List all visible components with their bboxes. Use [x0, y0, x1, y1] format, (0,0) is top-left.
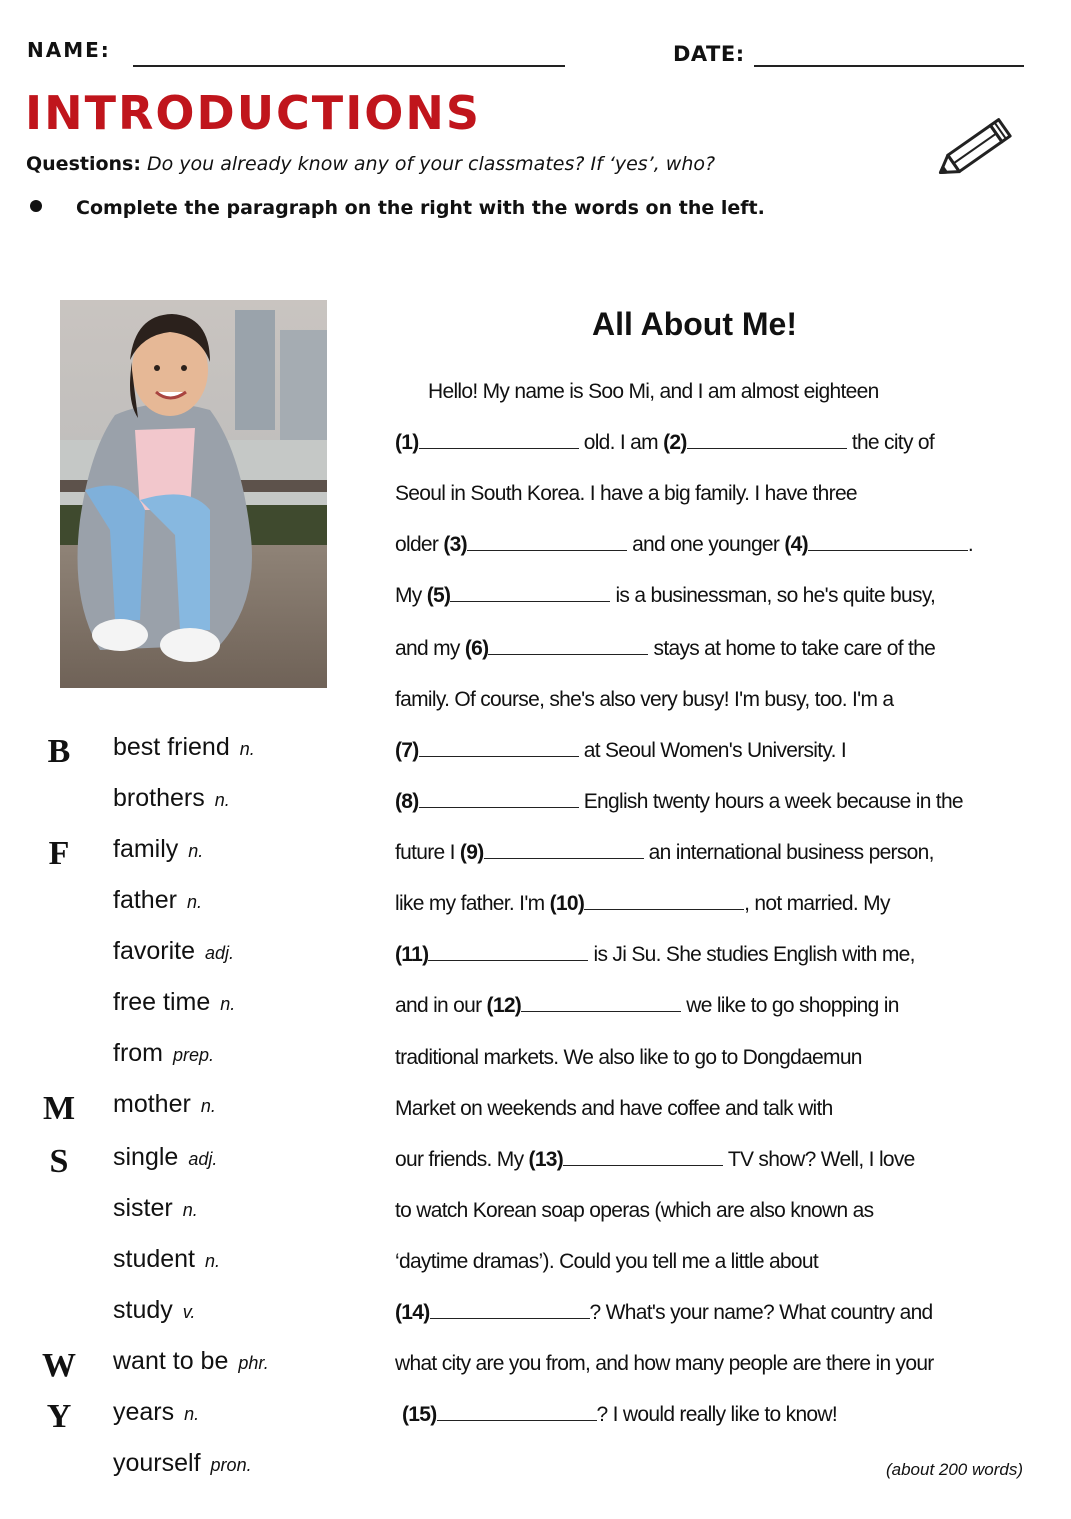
date-line[interactable] — [754, 65, 1024, 67]
blank-label: (15) — [402, 1403, 437, 1426]
student-photo — [60, 300, 327, 688]
blank-label: (6) — [464, 637, 489, 660]
blank-label: (4) — [784, 533, 808, 556]
story-line-16: our friends. My (13) TV show? Well, I love — [395, 1148, 915, 1171]
blank-label: (10) — [549, 892, 585, 915]
story-line-1: Hello! My name is Soo Mi, and I am almost eighteen — [428, 380, 879, 403]
story-line-3: Seoul in South Korea. I have a big family. I have three — [395, 482, 857, 505]
blank-10[interactable] — [584, 893, 744, 910]
word-bank-item: father n. — [113, 886, 202, 914]
story-line-9: (8) English twenty hours a week because in the — [395, 790, 963, 813]
page-title: INTRODUCTIONS — [25, 86, 482, 140]
word-count: (about 200 words) — [885, 1460, 1023, 1479]
blank-6[interactable] — [488, 638, 648, 655]
word-bank-item: study v. — [113, 1296, 196, 1324]
story-line-10: future I (9) an international business person, — [395, 841, 934, 864]
story-line-21: (15) ? I would really like to know! — [402, 1403, 838, 1426]
letter-heading: W — [42, 1347, 76, 1384]
date-label: DATE: — [673, 42, 745, 66]
blank-label: (12) — [486, 994, 522, 1017]
word-bank-item: free time n. — [113, 988, 236, 1016]
story-line-8: (7) at Seoul Women's University. I — [395, 739, 847, 762]
bullet-icon — [30, 200, 42, 212]
story-line-7: family. Of course, she's also very busy! I'm busy, too. I'm a — [395, 688, 894, 711]
story-line-20: what city are you from, and how many people are there in your — [395, 1352, 934, 1375]
blank-12[interactable] — [521, 995, 681, 1012]
story-line-13: and in our (12) we like to go shopping in — [395, 994, 899, 1017]
blank-1[interactable] — [419, 432, 579, 449]
letter-heading: F — [48, 835, 70, 872]
word-bank-item: family n. — [113, 835, 204, 863]
blank-7[interactable] — [419, 740, 579, 757]
word-bank-item: mother n. — [113, 1090, 216, 1118]
word-bank-item: favorite adj. — [113, 937, 235, 965]
blank-8[interactable] — [419, 791, 579, 808]
questions-row — [26, 153, 715, 175]
blank-11[interactable] — [428, 944, 588, 961]
story-line-14: traditional markets. We also like to go to Dongdaemun — [395, 1046, 862, 1069]
blank-15[interactable] — [437, 1404, 597, 1421]
letter-heading: S — [49, 1143, 69, 1180]
story-line-6: and my (6) stays at home to take care of the — [395, 637, 936, 660]
letter-heading: Y — [46, 1398, 72, 1435]
story-title: All About Me! — [592, 306, 797, 342]
story-line-19: (14) ? What's your name? What country and — [395, 1301, 933, 1324]
story-line-4: older (3) and one younger (4) . — [395, 533, 974, 556]
blank-label: (13) — [528, 1148, 564, 1171]
word-bank-item: brothers n. — [113, 784, 230, 812]
blank-5[interactable] — [450, 585, 610, 602]
story-line-18: ‘daytime dramas’). Could you tell me a little about — [395, 1250, 819, 1273]
blank-label: (11) — [395, 943, 429, 966]
word-bank-item: want to be phr. — [113, 1347, 269, 1375]
word-bank-item: student n. — [113, 1245, 221, 1273]
letter-heading: B — [47, 733, 71, 770]
word-bank-item: years n. — [113, 1398, 200, 1426]
story-line-17: to watch Korean soap operas (which are also known as — [395, 1199, 874, 1222]
blank-label: (1) — [395, 431, 419, 454]
word-bank-item: yourself pron. — [113, 1449, 252, 1477]
blank-label: (8) — [395, 790, 419, 813]
story-line-12: (11) is Ji Su. She studies English with me, — [395, 943, 915, 966]
questions-label: Questions: — [26, 153, 141, 175]
blank-label: (14) — [395, 1301, 430, 1324]
story-line-15: Market on weekends and have coffee and talk with — [395, 1097, 833, 1120]
letter-heading: M — [42, 1090, 76, 1127]
blank-13[interactable] — [563, 1149, 723, 1166]
pencil-icon — [928, 112, 1018, 190]
story-line-2: (1) old. I am (2) the city of — [395, 431, 934, 454]
blank-2[interactable] — [687, 432, 847, 449]
word-bank-item: best friend n. — [113, 733, 255, 761]
word-bank-item: single adj. — [113, 1143, 218, 1171]
blank-4[interactable] — [808, 534, 968, 551]
word-bank-item: sister n. — [113, 1194, 198, 1222]
name-label: NAME: — [27, 38, 111, 62]
blank-label: (2) — [663, 431, 687, 454]
blank-14[interactable] — [430, 1302, 590, 1319]
story-line-5: My (5) is a businessman, so he's quite busy, — [395, 584, 936, 607]
blank-label: (3) — [443, 533, 467, 556]
blank-label: (9) — [459, 841, 484, 864]
blank-label: (5) — [426, 584, 451, 607]
blank-9[interactable] — [484, 842, 644, 859]
blank-label: (7) — [395, 739, 419, 762]
story-line-11: like my father. I'm (10) , not married. My — [395, 892, 890, 915]
instruction-text: Complete the paragraph on the right with the words on the left. — [76, 197, 765, 219]
questions-text: Do you already know any of your classmates? If ‘yes’, who? — [147, 153, 716, 175]
word-bank-item: from prep. — [113, 1039, 215, 1067]
blank-3[interactable] — [467, 534, 627, 551]
name-line[interactable] — [133, 65, 565, 67]
